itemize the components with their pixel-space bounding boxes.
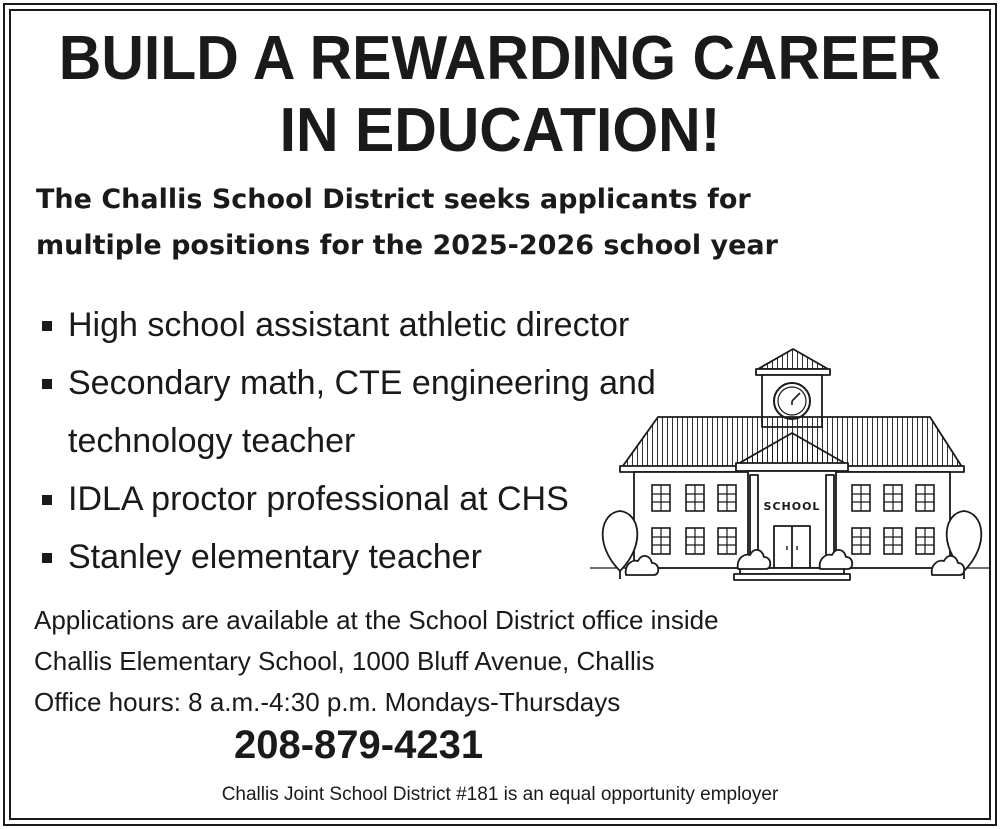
school-sign-label: SCHOOL <box>763 500 821 513</box>
phone-number: 208-879-4231 <box>234 723 484 767</box>
position-label: Secondary math, CTE engineering and <box>68 364 656 402</box>
position-label: High school assistant athletic director <box>68 306 630 344</box>
positions-list <box>40 296 656 586</box>
info-line-3: Office hours: 8 a.m.-4:30 p.m. Mondays-Thursdays <box>34 687 621 717</box>
headline-line-2: IN EDUCATION! <box>279 96 721 165</box>
position-label: technology teacher <box>68 422 356 460</box>
bullet-square-icon <box>42 379 52 389</box>
position-item <box>40 470 656 528</box>
bullet-square-icon <box>42 321 52 331</box>
position-item <box>40 354 656 412</box>
school-building-illustration <box>590 345 990 585</box>
info-line-1: Applications are available at the School District office inside <box>34 605 719 635</box>
position-item-continued <box>40 412 656 470</box>
position-label: Stanley elementary teacher <box>68 538 482 576</box>
bullet-square-icon <box>42 553 52 563</box>
info-line-2: Challis Elementary School, 1000 Bluff Avenue, Challis <box>34 646 655 676</box>
equal-opportunity-footer: Challis Joint School District #181 is an equal opportunity employer <box>221 784 779 805</box>
position-item <box>40 296 656 354</box>
headline-line-1: BUILD A REWARDING CAREER <box>58 24 942 93</box>
bullet-square-icon <box>42 495 52 505</box>
position-label: IDLA proctor professional at CHS <box>68 480 569 518</box>
subhead-line-2: multiple positions for the 2025-2026 school year <box>36 230 778 261</box>
position-item <box>40 528 656 586</box>
subhead-line-1: The Challis School District seeks applicants for <box>36 184 751 215</box>
